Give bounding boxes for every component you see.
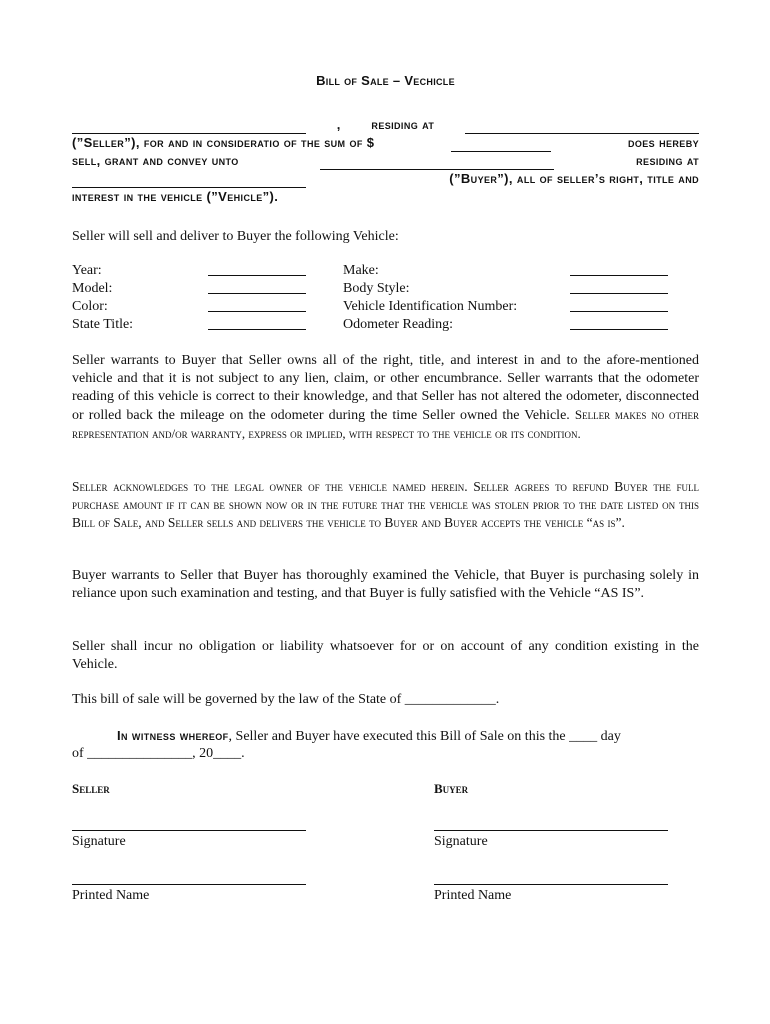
- state-title-label: State Title:: [72, 317, 134, 332]
- intro-line-1: , residing at: [72, 116, 699, 134]
- obligation-paragraph: Seller shall incur no obligation or liability whatsoever for or on account of any condition existing in the Vehicle.: [72, 639, 699, 672]
- vehicle-interest-text: interest in the vehicle (”Vehicle”).: [72, 189, 279, 204]
- witness-paragraph: [72, 727, 699, 746]
- vehicle-row-color-vin: [72, 298, 699, 316]
- intro-line-4: [72, 170, 699, 188]
- buyer-residing-text: residing at: [636, 153, 699, 168]
- vin-blank[interactable]: [570, 311, 668, 312]
- make-blank[interactable]: [570, 275, 668, 276]
- vehicle-fields: [72, 262, 699, 334]
- vehicle-row-model-body: [72, 280, 699, 298]
- sell-grant-text: sell, grant and convey unto: [72, 153, 239, 168]
- seller-consideration-text: (”Seller”), for and in consideratio of the sum of $: [72, 135, 375, 150]
- buyer-address-blank[interactable]: [72, 175, 306, 188]
- seller-printed-name-label: Printed Name: [72, 888, 150, 903]
- seller-address-blank[interactable]: [465, 121, 699, 134]
- document-title: Bill of Sale – Vechicle: [316, 73, 455, 88]
- buyer-printed-name-label: Printed Name: [434, 888, 512, 903]
- warranty-text: Seller warrants to Buyer that Seller owns all of the right, title, and interest in and to the afore-mentioned vehicle and that it is not subject to any lien, claim, or other encumbrance. Seller warrants that the odometer reading of this vehicle is correct to their knowledge, and that Seller has not altered the odometer, disconnected or rolled back the mileage on the odometer during the time Seller owned the Vehicle.: [72, 353, 699, 423]
- residing-at-text: residing at: [371, 117, 435, 132]
- witness-text: , Seller and Buyer have executed this Bill of Sale on this the ____ day: [228, 729, 621, 744]
- vehicle-row-title-odometer: [72, 316, 699, 334]
- seller-signature-line[interactable]: [72, 830, 306, 831]
- buyer-name-blank[interactable]: [320, 157, 554, 170]
- vin-label: Vehicle Identification Number:: [343, 299, 518, 314]
- year-label: Year:: [72, 263, 102, 278]
- seller-printed-name-line[interactable]: [72, 884, 306, 885]
- buyer-right-title-text: (”Buyer”), all of seller’s right, title and: [449, 171, 699, 186]
- model-blank[interactable]: [208, 293, 306, 294]
- governing-law-paragraph: This bill of sale will be governed by the law of the State of _____________.: [72, 692, 500, 707]
- odometer-label: Odometer Reading:: [343, 317, 454, 332]
- intro-line-5: [72, 188, 699, 206]
- warranty-paragraph: [72, 352, 699, 444]
- does-hereby-text: does hereby: [627, 135, 699, 150]
- body-style-blank[interactable]: [570, 293, 668, 294]
- witness-lead: In witness whereof: [117, 728, 229, 743]
- intro-line-2: [72, 134, 699, 152]
- buyer-heading: Buyer: [434, 781, 469, 796]
- buyer-printed-name-line[interactable]: [434, 884, 668, 885]
- year-blank[interactable]: [208, 275, 306, 276]
- vehicle-row-year-make: [72, 262, 699, 280]
- buyer-signature-line[interactable]: [434, 830, 668, 831]
- witness-date-line: of _______________, 20____.: [72, 746, 245, 761]
- body-style-label: Body Style:: [343, 281, 410, 296]
- seller-signature-label: Signature: [72, 834, 126, 849]
- state-title-blank[interactable]: [208, 329, 306, 330]
- acknowledge-paragraph: Seller acknowledges to the legal owner of the vehicle named herein. Seller agrees to refund Buyer the full purchase amount if it can be shown now or in the future that the vehicle was stolen prior to the date listed on this Bill of Sale, and Seller sells and delivers the vehicle to Buyer and Buyer accepts the vehicle “as is”.: [72, 479, 699, 530]
- buyer-warranty-paragraph: Buyer warrants to Seller that Buyer has thoroughly examined the Vehicle, that Buyer is purchasing solely in reliance upon such examination and testing, and that Buyer is fully satisfied with the Vehicle “AS IS”.: [72, 568, 699, 601]
- odometer-blank[interactable]: [570, 329, 668, 330]
- model-label: Model:: [72, 281, 113, 296]
- buyer-signature-label: Signature: [434, 834, 488, 849]
- seller-name-blank[interactable]: [72, 121, 306, 134]
- make-label: Make:: [343, 263, 379, 278]
- color-blank[interactable]: [208, 311, 306, 312]
- intro-clause: [72, 116, 699, 206]
- lead-paragraph: Seller will sell and deliver to Buyer the following Vehicle:: [72, 229, 399, 244]
- warranty-disclaimer: Seller makes no other representation and/or warranty, express or implied, with respect to the vehicle or its condition.: [72, 407, 700, 441]
- intro-line-3: [72, 152, 699, 170]
- seller-heading: Seller: [72, 781, 110, 796]
- sum-amount-blank[interactable]: [451, 139, 551, 152]
- color-label: Color:: [72, 299, 108, 314]
